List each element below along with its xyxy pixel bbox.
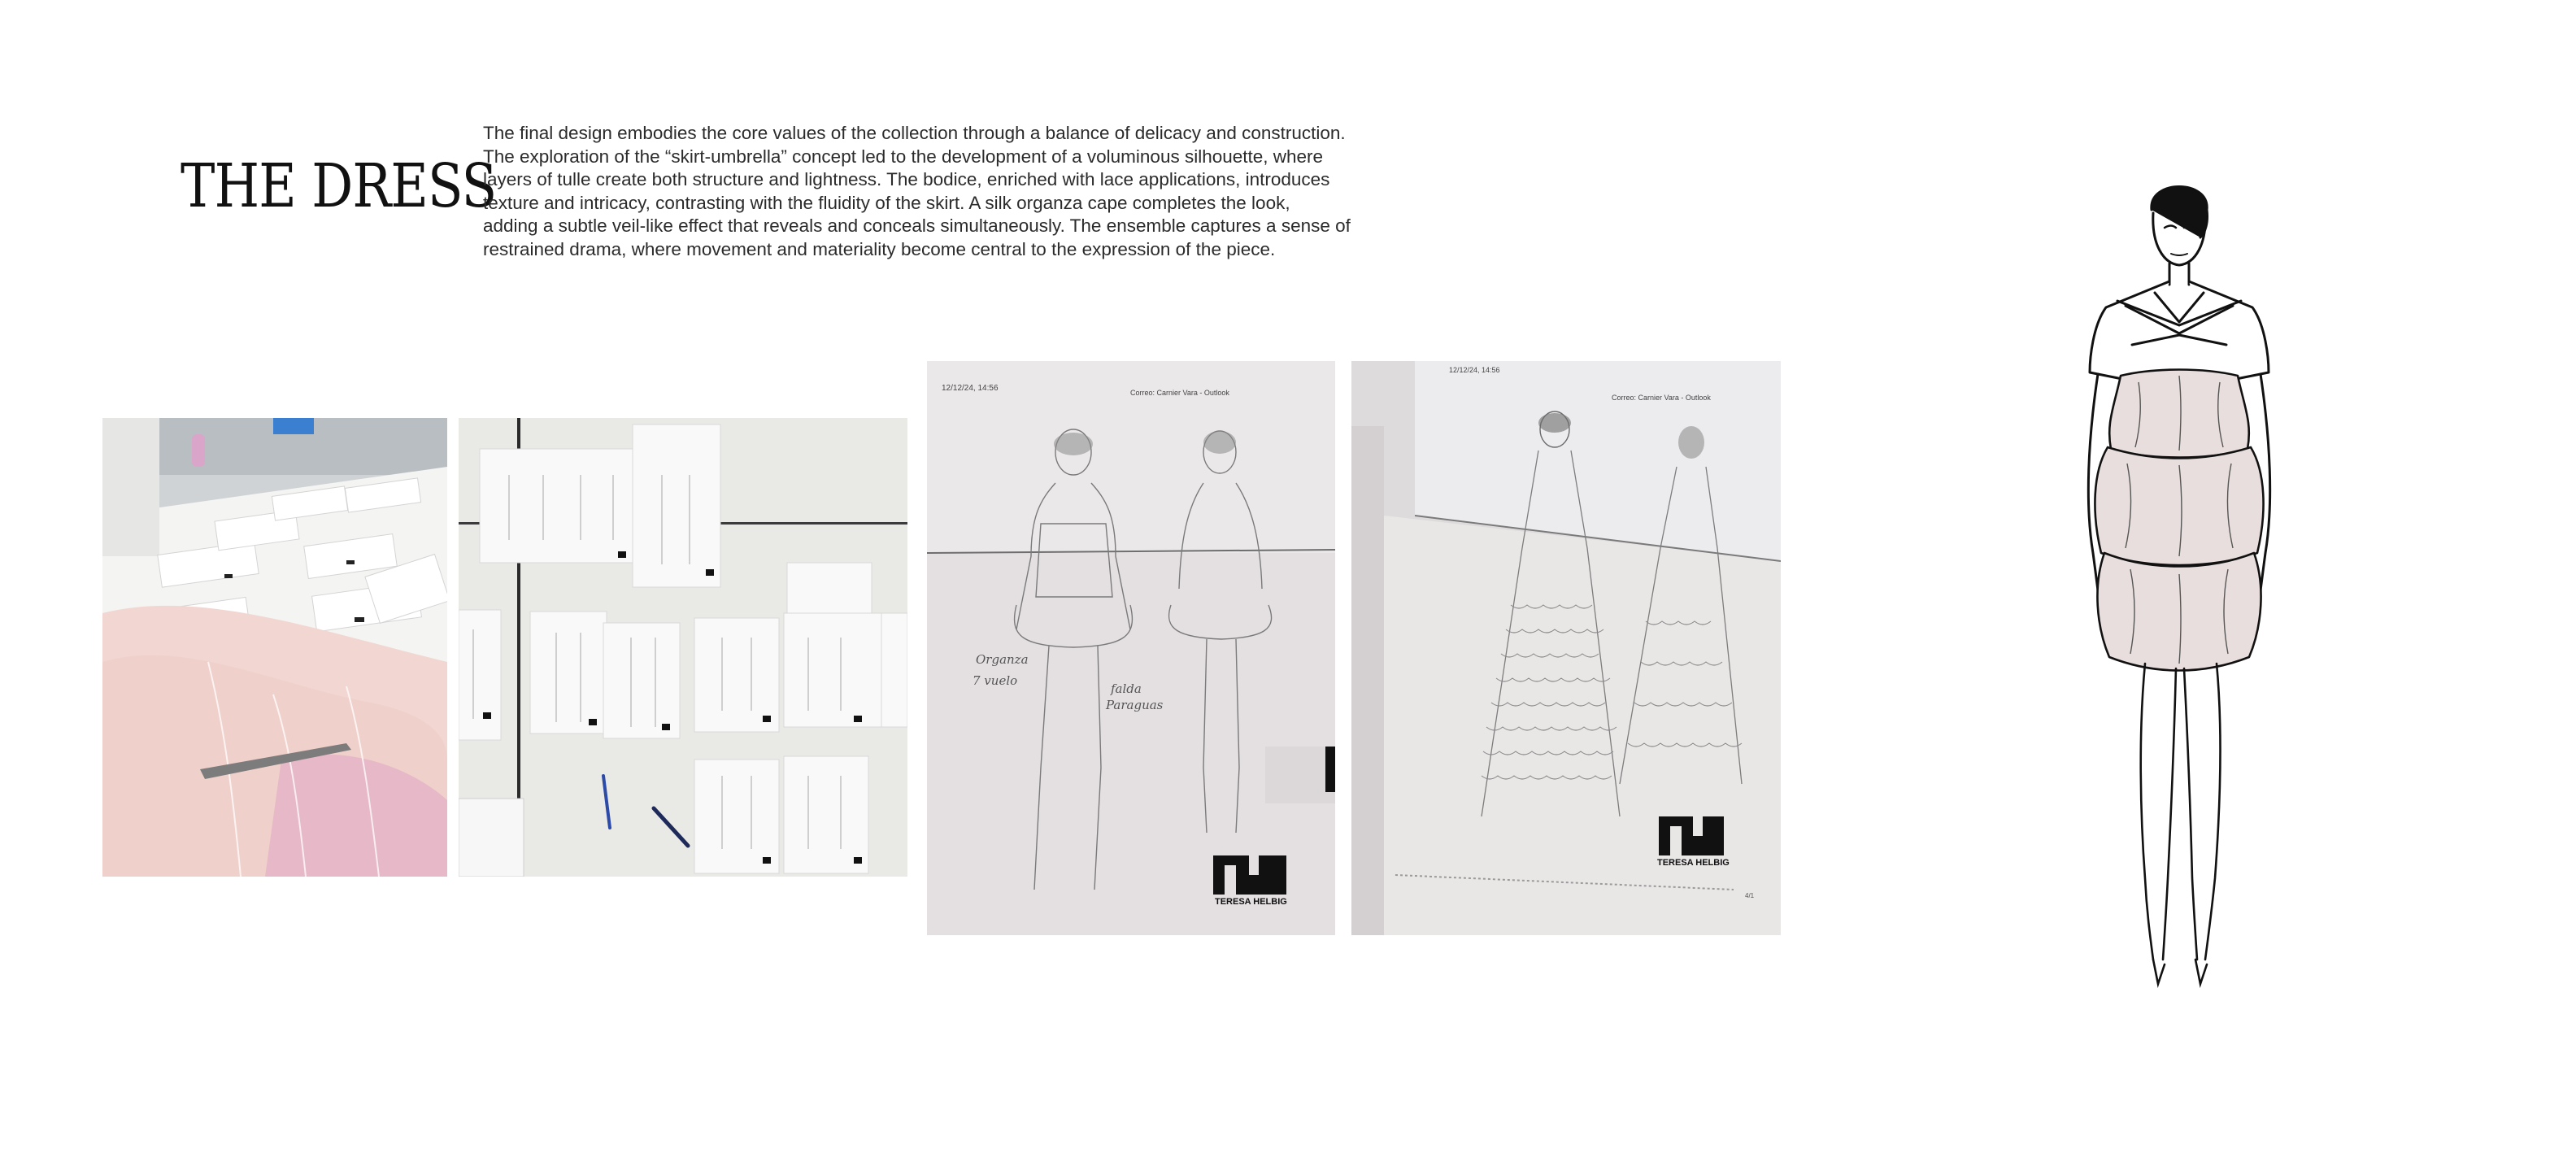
photo-worktable-tulle — [102, 418, 447, 877]
page-title: THE DRESS — [181, 151, 497, 221]
photo-pinned-sketches — [459, 418, 907, 877]
paragraph-line: restrained drama, where movement and materiality become central to the expression of the piece. — [483, 238, 1276, 259]
paragraph-line: texture and intricacy, contrasting with the fluidity of the skirt. A silk organza cape completes the look, — [483, 192, 1290, 213]
sheet-timestamp: 12/12/24, 14:56 — [942, 384, 999, 393]
brand-logo-text: TERESA HELBIG — [1215, 897, 1287, 907]
sheet-page-number: 4/1 — [1745, 892, 1755, 899]
paragraph-line: The exploration of the “skirt-umbrella” concept led to the development of a voluminous silhouette, where — [483, 146, 1324, 167]
note-vuelo: 7 vuelo — [973, 673, 1018, 688]
dress-illustration — [2057, 163, 2301, 1008]
paragraph-line: The final design embodies the core values of the collection through a balance of delicacy and construction. — [483, 123, 1346, 143]
paragraph-line: layers of tulle create both structure and lightness. The bodice, enriched with lace applications, introduces — [483, 169, 1330, 189]
sheet-header: Correo: Carnier Vara - Outlook — [1612, 394, 1711, 402]
note-paraguas: Paraguas — [1106, 698, 1164, 712]
brand-logo-text: TERESA HELBIG — [1657, 858, 1730, 868]
paragraph-line: adding a subtle veil-like effect that reveals and conceals simultaneously. The ensemble captures a sense of — [483, 215, 1351, 236]
note-falda: falda — [1111, 681, 1142, 696]
photo-tiered-dress-sketch — [1351, 361, 1781, 935]
photo-annotated-sketch — [927, 361, 1335, 935]
sheet-timestamp: 12/12/24, 14:56 — [1449, 366, 1500, 374]
sheet-header: Correo: Carnier Vara - Outlook — [1130, 389, 1229, 397]
description-paragraph — [483, 122, 1418, 261]
note-organza: Organza — [976, 652, 1029, 667]
